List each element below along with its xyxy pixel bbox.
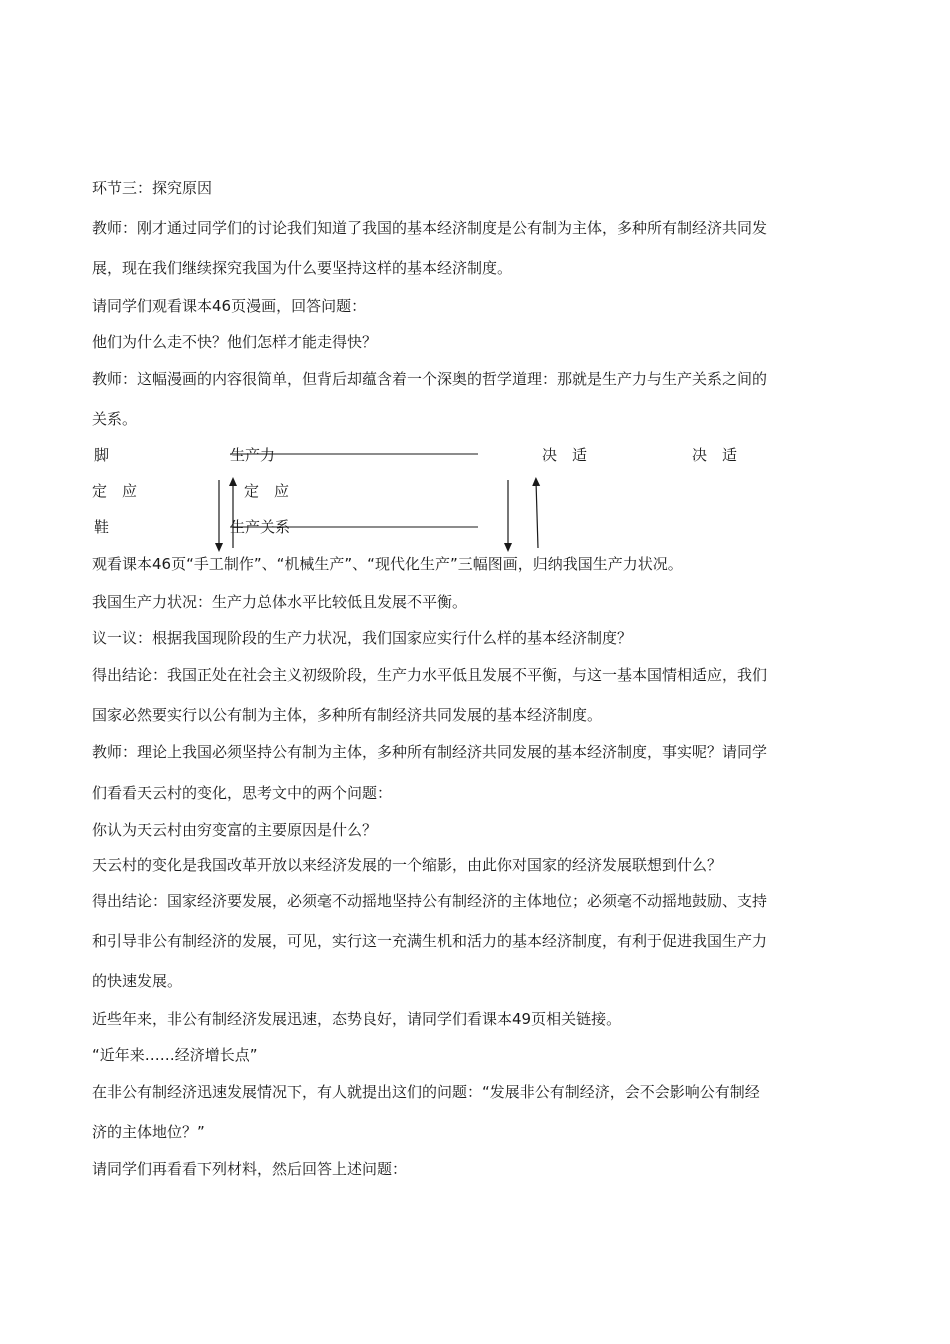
diagram-label-foot: 脚	[94, 446, 110, 464]
paragraph-line: 在非公有制经济迅速发展情况下，有人就提出这们的问题：“发展非公有制经济，会不会影响公有制经	[92, 1083, 760, 1101]
diagram-label-decide-adapt-1: 决 适	[542, 446, 588, 464]
diagram-label-production-relations: 生产关系	[230, 518, 291, 536]
paragraph-line: 教师：这幅漫画的内容很简单，但背后却蕴含着一个深奥的哲学道理：那就是生产力与生产关系之间的	[92, 370, 768, 388]
paragraph-line: 你认为天云村由穷变富的主要原因是什么？	[92, 821, 378, 839]
paragraph-line: 教师：理论上我国必须坚持公有制为主体，多种所有制经济共同发展的基本经济制度，事实呢？请同学	[92, 743, 768, 761]
paragraph-line: 国家必然要实行以公有制为主体，多种所有制经济共同发展的基本经济制度。	[92, 706, 603, 724]
paragraph-line: 天云村的变化是我国改革开放以来经济发展的一个缩影，由此你对国家的经济发展联想到什么？	[92, 856, 723, 874]
paragraph-line: 得出结论：国家经济要发展，必须毫不动摇地坚持公有制经济的主体地位；必须毫不动摇地鼓励、支持	[92, 892, 768, 910]
quote-line: “近年来……经济增长点”	[92, 1046, 258, 1064]
paragraph-line: 他们为什么走不快？他们怎样才能走得快？	[92, 333, 378, 351]
paragraph-line: 展，现在我们继续探究我国为什么要坚持这样的基本经济制度。	[92, 259, 513, 277]
paragraph-line: 济的主体地位？”	[92, 1123, 205, 1141]
diagram-label-determine-adapt-left: 定 应	[92, 482, 138, 500]
paragraph-line: 得出结论：我国正处在社会主义初级阶段，生产力水平低且发展不平衡，与这一基本国情相适应，我们	[92, 666, 768, 684]
diagram-label-shoe: 鞋	[94, 518, 110, 536]
paragraph-line: 和引导非公有制经济的发展，可见，实行这一充满生机和活力的基本经济制度，有利于促进我国生产力	[92, 932, 768, 950]
paragraph-line: 请同学们观看课本46页漫画，回答问题：	[92, 297, 367, 315]
paragraph-line: 关系。	[92, 410, 138, 428]
paragraph-line: 议一议：根据我国现阶段的生产力状况，我们国家应实行什么样的基本经济制度？	[92, 629, 633, 647]
paragraph-line: 的快速发展。	[92, 972, 183, 990]
diagram-label-productive-forces: 生产力	[230, 446, 276, 464]
right-up-arrow	[536, 481, 538, 548]
diagram-label-decide-adapt-2: 决 适	[692, 446, 738, 464]
paragraph-line: 请同学们再看看下列材料，然后回答上述问题：	[92, 1160, 408, 1178]
paragraph-line: 近些年来，非公有制经济发展迅速，态势良好，请同学们看课本49页相关链接。	[92, 1010, 622, 1028]
section-heading: 环节三：探究原因	[92, 179, 213, 197]
paragraph-line: 们看看天云村的变化，思考文中的两个问题：	[92, 784, 393, 802]
paragraph-line: 我国生产力状况：生产力总体水平比较低且发展不平衡。	[92, 593, 468, 611]
paragraph-line: 教师：刚才通过同学们的讨论我们知道了我国的基本经济制度是公有制为主体，多种所有制经济共同发	[92, 219, 768, 237]
paragraph-line: 观看课本46页“手工制作”、“机械生产”、“现代化生产”三幅图画，归纳我国生产力状况。	[92, 555, 683, 573]
diagram-label-determine-adapt-center: 定 应	[244, 482, 290, 500]
